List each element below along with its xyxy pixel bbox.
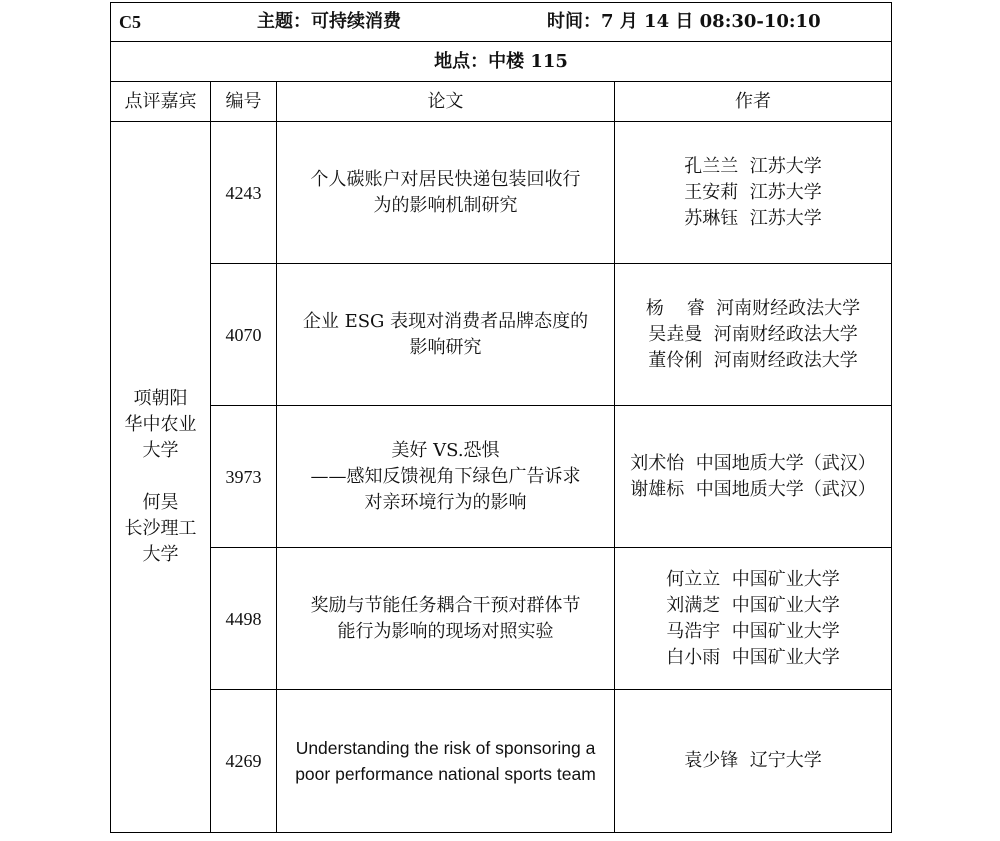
paper-title-line: Understanding the risk of sponsoring a bbox=[295, 738, 596, 758]
author-entry: 刘术怡 中国地质大学（武汉） bbox=[630, 452, 876, 474]
paper-title-line: 能行为影响的现场对照实验 bbox=[337, 620, 554, 642]
paper-row bbox=[111, 690, 892, 833]
paper-title-line: 美好 VS.恐惧 bbox=[391, 439, 500, 461]
paper-title bbox=[277, 548, 615, 690]
author-entry: 董伶俐 河南财经政法大学 bbox=[648, 349, 858, 371]
column-header-authors: 作者 bbox=[615, 82, 892, 122]
author-entry: 孔兰兰 江苏大学 bbox=[684, 155, 822, 177]
paper-authors bbox=[615, 264, 892, 406]
author-entry: 杨 睿 河南财经政法大学 bbox=[645, 297, 861, 319]
location-row bbox=[111, 42, 892, 82]
session-location: 地点：中楼 115 bbox=[111, 42, 892, 82]
paper-title bbox=[277, 122, 615, 264]
paper-row bbox=[111, 122, 892, 264]
author-entry: 刘满芝 中国矿业大学 bbox=[666, 594, 840, 616]
paper-id: 4070 bbox=[211, 264, 277, 406]
author-entry: 吴垚曼 河南财经政法大学 bbox=[648, 323, 858, 345]
paper-title-line: 企业 ESG 表现对消费者品牌态度的 bbox=[302, 310, 589, 332]
reviewer-affiliation: 大学 bbox=[142, 440, 179, 461]
paper-title-line: 影响研究 bbox=[409, 336, 482, 358]
session-header bbox=[111, 3, 892, 42]
paper-id: 3973 bbox=[211, 406, 277, 548]
author-entry: 何立立 中国矿业大学 bbox=[666, 568, 840, 590]
paper-id: 4498 bbox=[211, 548, 277, 690]
paper-title-line: ——感知反馈视角下绿色广告诉求 bbox=[310, 465, 581, 487]
author-entry: 王安莉 江苏大学 bbox=[684, 181, 822, 203]
column-header-id: 编号 bbox=[211, 82, 277, 122]
paper-title bbox=[277, 406, 615, 548]
paper-id: 4269 bbox=[211, 690, 277, 833]
reviewers-cell bbox=[111, 122, 211, 833]
paper-row bbox=[111, 548, 892, 690]
session-topic: 主题：可持续消费 bbox=[257, 11, 401, 32]
author-entry: 白小雨 中国矿业大学 bbox=[666, 646, 840, 668]
paper-id: 4243 bbox=[211, 122, 277, 264]
paper-row bbox=[111, 406, 892, 548]
session-code: C5 bbox=[119, 12, 141, 32]
session-schedule-table bbox=[110, 2, 892, 833]
author-entry: 马浩宇 中国矿业大学 bbox=[666, 620, 840, 642]
column-header-reviewer: 点评嘉宾 bbox=[111, 82, 211, 122]
author-entry: 袁少锋 辽宁大学 bbox=[684, 750, 822, 771]
column-header-row bbox=[111, 82, 892, 122]
paper-authors bbox=[615, 122, 892, 264]
paper-title-line: 为的影响机制研究 bbox=[373, 194, 518, 216]
reviewer-name: 项朝阳 bbox=[133, 388, 188, 409]
reviewer-spacer bbox=[111, 464, 210, 490]
paper-authors bbox=[615, 690, 892, 833]
paper-row bbox=[111, 264, 892, 406]
reviewer-affiliation: 长沙理工 bbox=[124, 518, 197, 539]
paper-title bbox=[277, 690, 615, 833]
author-entry: 谢雄标 中国地质大学（武汉） bbox=[630, 478, 876, 500]
reviewer-affiliation: 华中农业 bbox=[124, 414, 197, 435]
column-header-paper: 论文 bbox=[277, 82, 615, 122]
session-time: 时间：7 月 14 日 08:30-10:10 bbox=[547, 11, 821, 32]
paper-title bbox=[277, 264, 615, 406]
paper-title-line: 奖励与节能任务耦合干预对群体节 bbox=[310, 594, 581, 616]
paper-title-line: 个人碳账户对居民快递包装回收行 bbox=[310, 168, 581, 190]
reviewer-name: 何昊 bbox=[142, 492, 179, 513]
paper-title-line: poor performance national sports team bbox=[295, 764, 596, 784]
paper-title-line: 对亲环境行为的影响 bbox=[364, 491, 527, 513]
paper-authors bbox=[615, 406, 892, 548]
reviewer-affiliation: 大学 bbox=[142, 544, 179, 565]
author-entry: 苏琳钰 江苏大学 bbox=[684, 207, 822, 229]
session-header-row bbox=[111, 3, 892, 42]
paper-authors bbox=[615, 548, 892, 690]
